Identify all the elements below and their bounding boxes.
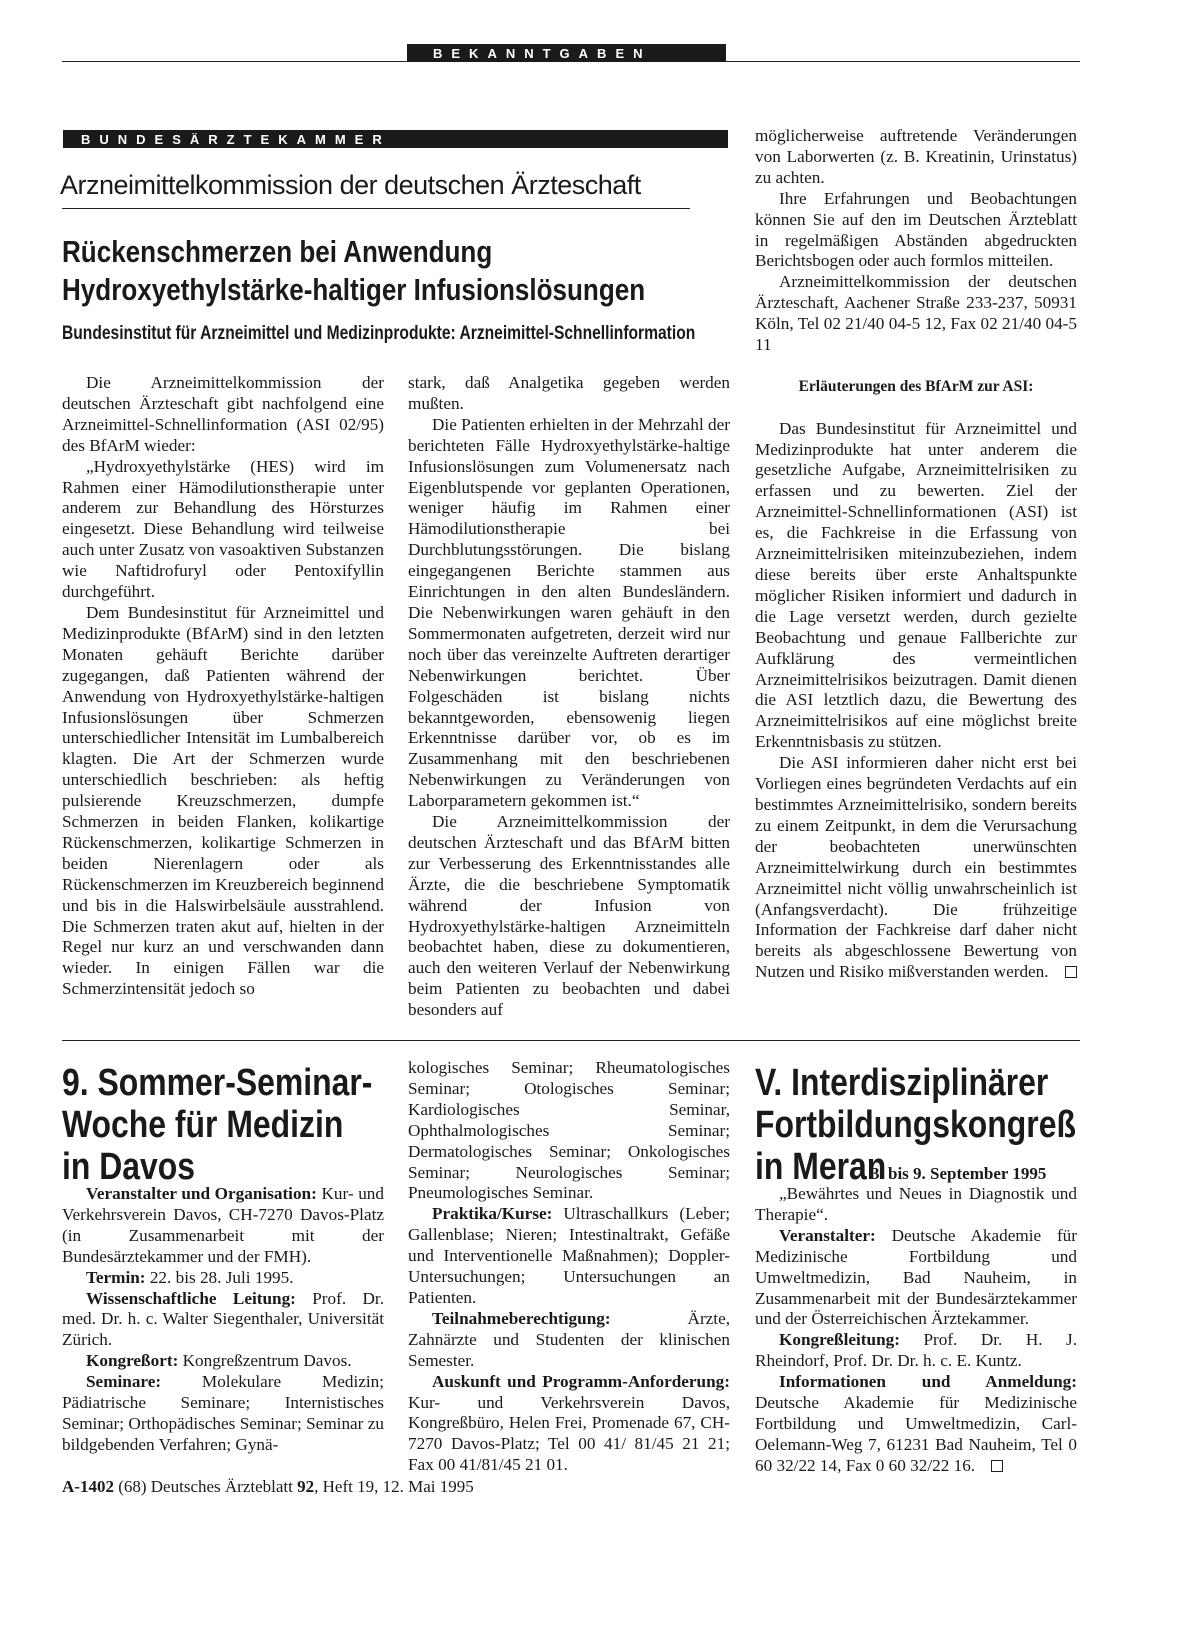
- label: Auskunft und Programm-Anforderung:: [432, 1371, 730, 1391]
- label: Wissenschaftliche Leitung:: [86, 1288, 296, 1308]
- end-of-article-icon: [1065, 966, 1077, 978]
- article-title: [62, 233, 762, 309]
- org-underline: [62, 208, 690, 209]
- page-footer: [62, 1476, 474, 1498]
- end-of-article-icon: [991, 1460, 1003, 1472]
- davos-column-1: [62, 1184, 384, 1456]
- paragraph-text: Die ASI informieren daher nicht erst bei Vorliegen eines begründeten Verdachts auf ein bestimmtes Arzneimittelrisiko, sondern bereits zu einem Zeitpunkt, in dem die Verursachung der beobachteten unerwünschten Arzneimittelwirkung durch ein bestimmtes Arzneimittel nicht völlig unwahrscheinlich ist (Anfangsverdacht). Die frühzeitige Information der Fachkreise darf daher nicht bereits als abgeschlossene Bewertung von Nutzen und Risiko mißverstanden werden.: [755, 753, 1077, 982]
- article-title-line1: Rückenschmerzen bei Anwendung: [62, 234, 493, 269]
- label: Seminare:: [86, 1372, 162, 1392]
- davos-column-2: [408, 1058, 730, 1476]
- paragraph: Die Arzneimittelkommission der deutschen Ärzteschaft und das BfArM bitten zur Verbesserung des Erkenntnisstandes alle Ärzte, die die beschriebene Symptomatik während der Infusion von Hydroxyethylstärke-haltigen Arzneimitteln beobachtet haben, diese zu dokumentieren, auch den weiteren Verlauf der Nebenwirkung beim Patienten zu beobachten und dabei besonders auf: [408, 812, 730, 1020]
- label: Kongreßleitung:: [779, 1330, 900, 1350]
- label: Kongreßort:: [86, 1351, 179, 1371]
- label: Informationen und Anmeldung:: [779, 1372, 1077, 1392]
- meran-title: [755, 1062, 1085, 1188]
- article-column-1: [62, 373, 384, 1000]
- label: Veranstalter und Organisation:: [86, 1184, 317, 1203]
- journal-name: Deutsches Ärzteblatt: [150, 1477, 293, 1496]
- paragraph: Praktika/Kurse: Ultraschallkurs (Leber; Gallenblase; Nieren; Intestinaltrakt, Gefäße und Interventionelle Maßnahmen); Doppler-Untersuchungen; Untersuchungen an Patienten.: [408, 1204, 730, 1307]
- paragraph: Die Arzneimittelkommission der deutschen Ärzteschaft gibt nachfolgend eine Arzneimittel-Schnellinformation (ASI 02/95) des BfArM wieder:: [62, 373, 384, 455]
- article-column-3: [755, 126, 1077, 983]
- paragraph: Dem Bundesinstitut für Arzneimittel und Medizinprodukte (BfArM) sind in den letzten Monaten gehäuft Berichte darüber zugegangen, daß Patienten während der Anwendung von Hydroxyethylstärke-haltigen Infusionslösungen über Schmerzen unterschiedlicher Intensität im Lumbalbereich klagten. Die Art der Schmerzen wurde unterschiedlich beschrieben: als heftig pulsierende Kreuzschmerzen, dumpfe Schmerzen in beiden Flanken, kolikartige Rückenschmerzen, kolikartige Schmerzen in beiden Nierenlagern oder als Rückenschmerzen im Kreuzbereich beginnend und bis in die Halswirbelsäule ausstrahlend. Die Schmerzen traten akut auf, hielten in der Regel nur kurz an und verschwanden dann wieder. In einigen Fällen war die Schmerzintensität jedoch so: [62, 602, 384, 999]
- paragraph: Die Patienten erhielten in der Mehrzahl der berichteten Fälle Hydroxyethylstärke-haltige Infusionslösungen zum Volumenersatz nach Eigenblutspende vor geplanten Operationen, weniger häufig im Rahmen einer Hämodilutionstherapie bei Durchblutungsstörungen. Die bislang eingegangenen Berichte stammen aus Einrichtungen in den alten Bundesländern. Die Nebenwirkungen waren gehäuft in den Sommermonaten aufgetreten, derzeit wird nur noch über das vereinzelte Auftreten derartiger Nebenwirkungen berichtet. Über Folgeschäden ist bislang nichts bekanntgeworden, ebensowenig liegen Erkenntnisse darüber vor, ob es im Zusammenhang mit den beschriebenen Nebenwirkungen zu Veränderungen von Laborparametern gekommen ist.“: [408, 414, 730, 811]
- meran-column: [755, 1184, 1077, 1477]
- page-number: (68): [118, 1477, 147, 1496]
- meran-title-line: V. Interdisziplinärer: [755, 1062, 1049, 1104]
- page-code: A-1402: [62, 1477, 114, 1496]
- article-subtitle: Bundesinstitut für Arzneimittel und Medizinprodukte: Arzneimittel-Schnellinformation: [62, 322, 696, 344]
- article-title-line2: Hydroxyethylstärke-haltiger Infusionslösungen: [62, 272, 646, 307]
- paragraph: Veranstalter: Deutsche Akademie für Medizinische Fortbildung und Umweltmedizin, Bad Nauheim, in Zusammenarbeit mit der Bundesärztekammer und der Österreichischen Ärztekammer.: [755, 1225, 1077, 1329]
- paragraph: „Hydroxyethylstärke (HES) wird im Rahmen einer Hämodilutionstherapie unter anderem zur Behandlung des Hörsturzes eingesetzt. Diese Behandlung wird teilweise auch unter Zusatz von vasoaktiven Substanzen wie Naftidrofuryl oder Pentoxifyllin durchgeführt.: [62, 456, 384, 602]
- davos-title-line: Woche für Medizin: [62, 1104, 344, 1146]
- issue-info: , Heft 19, 12. Mai 1995: [314, 1477, 474, 1496]
- organisation-headline: Arzneimittelkommission der deutschen Ärzteschaft: [60, 170, 641, 200]
- paragraph: [755, 753, 1077, 983]
- paragraph: Ihre Erfahrungen und Beobachtungen können Sie auf den im Deutschen Ärzteblatt in regelmäßigen Abständen abgedruckten Berichtsbogen oder auch formlos mitteilen.: [755, 188, 1077, 271]
- section-heading: Erläuterungen des BfArM zur ASI:: [798, 377, 1034, 395]
- article-column-2: [408, 373, 730, 1021]
- volume: 92: [297, 1477, 315, 1496]
- meran-date: 3. bis 9. September 1995: [871, 1164, 1047, 1183]
- label: Praktika/Kurse:: [432, 1204, 553, 1224]
- meran-title-line: Fortbildungskongreß: [755, 1104, 1076, 1146]
- paragraph: Teilnahmeberechtigung: Ärzte, Zahnärzte und Studenten der klinischen Semester.: [408, 1308, 730, 1370]
- paragraph: Auskunft und Programm-Anforderung: Kur- und Verkehrsverein Davos, Kongreßbüro, Helen Frei, Promenade 67, CH-7270 Davos-Platz; Tel 00 41/ 81/45 21 21; Fax 00 41/81/45 21 01.: [408, 1371, 730, 1475]
- davos-title-line: 9. Sommer-Seminar-: [62, 1062, 373, 1104]
- label: Teilnahmeberechtigung:: [432, 1308, 611, 1328]
- paragraph: Seminare: Molekulare Medizin; Pädiatrische Seminare; Internistisches Seminar; Orthopädisches Seminar; Seminar zu bildgebenden Verfahren; Gynä-: [62, 1372, 384, 1454]
- kicker-band: BUNDESÄRZTEKAMMER: [63, 130, 728, 148]
- paragraph: Das Bundesinstitut für Arzneimittel und Medizinprodukte hat unter anderem die gesetzliche Aufgabe, Arzneimittelrisiken zu erfassen und zu bewerten. Ziel der Arzneimittel-Schnellinformationen (ASI) ist es, die Fachkreise in die Erfassung von Arzneimittelrisiken miteinzubeziehen, indem diese bereits über erste Anhaltspunkte möglicher Risiken informiert und dadurch in die Lage versetzt werden, durch gezielte Beobachtung und genaue Fallberichte zur Aufklärung des vermeintlichen Arzneimittelrisikos beizutragen. Damit dienen die ASI letztlich dazu, die Bewertung des Arzneimittelrisikos auf eine möglichst breite Erkenntnisbasis zu stützen.: [755, 418, 1077, 752]
- paragraph: stark, daß Analgetika gegeben werden mußten.: [408, 373, 730, 413]
- paragraph: Kongreßort: Kongreßzentrum Davos.: [86, 1351, 352, 1371]
- paragraph: Termin: 22. bis 28. Juli 1995.: [86, 1267, 294, 1287]
- label: Veranstalter:: [779, 1225, 876, 1245]
- paragraph: Veranstalter und Organisation: Kur- und Verkehrsverein Davos, CH-7270 Davos-Platz (in Zusammenarbeit mit der Bundesärztekammer und der FMH).: [62, 1184, 384, 1266]
- section-header: BEKANNTGABEN: [407, 44, 726, 62]
- paragraph: Wissenschaftliche Leitung: Prof. Dr. med. Dr. h. c. Walter Siegenthaler, Universität Zürich.: [62, 1288, 384, 1350]
- davos-title: [62, 1062, 392, 1188]
- paragraph: „Bewährtes und Neues in Diagnostik und Therapie“.: [755, 1184, 1077, 1224]
- section-separator: [62, 1040, 1080, 1041]
- paragraph: kologisches Seminar; Rheumatologisches Seminar; Otologisches Seminar; Kardiologisches Seminar, Ophthalmologisches Seminar; Dermatologisches Seminar; Onkologisches Seminar; Neurologisches Seminar; Pneumologisches Seminar.: [408, 1058, 730, 1203]
- paragraph: Informationen und Anmeldung: Deutsche Akademie für Medizinische Fortbildung und Umweltmedizin, Carl-Oelemann-Weg 7, 61231 Bad Nauheim, Tel 0 60 32/22 14, Fax 0 60 32/22 16.: [755, 1372, 1077, 1475]
- label: Termin:: [86, 1267, 146, 1287]
- paragraph: Kongreßleitung: Prof. Dr. H. J. Rheindorf, Prof. Dr. Dr. h. c. E. Kuntz.: [755, 1330, 1077, 1371]
- paragraph: möglicherweise auftretende Veränderungen von Laborwerten (z. B. Kreatinin, Urinstatus) zu achten.: [755, 126, 1077, 187]
- meran-title-line: in Meran: [755, 1146, 887, 1188]
- davos-title-line: in Davos: [62, 1146, 196, 1188]
- paragraph: Arzneimittelkommission der deutschen Ärzteschaft, Aachener Straße 233-237, 50931 Köln, Tel 02 21/40 04-5 12, Fax 02 21/40 04-5 11: [755, 272, 1077, 355]
